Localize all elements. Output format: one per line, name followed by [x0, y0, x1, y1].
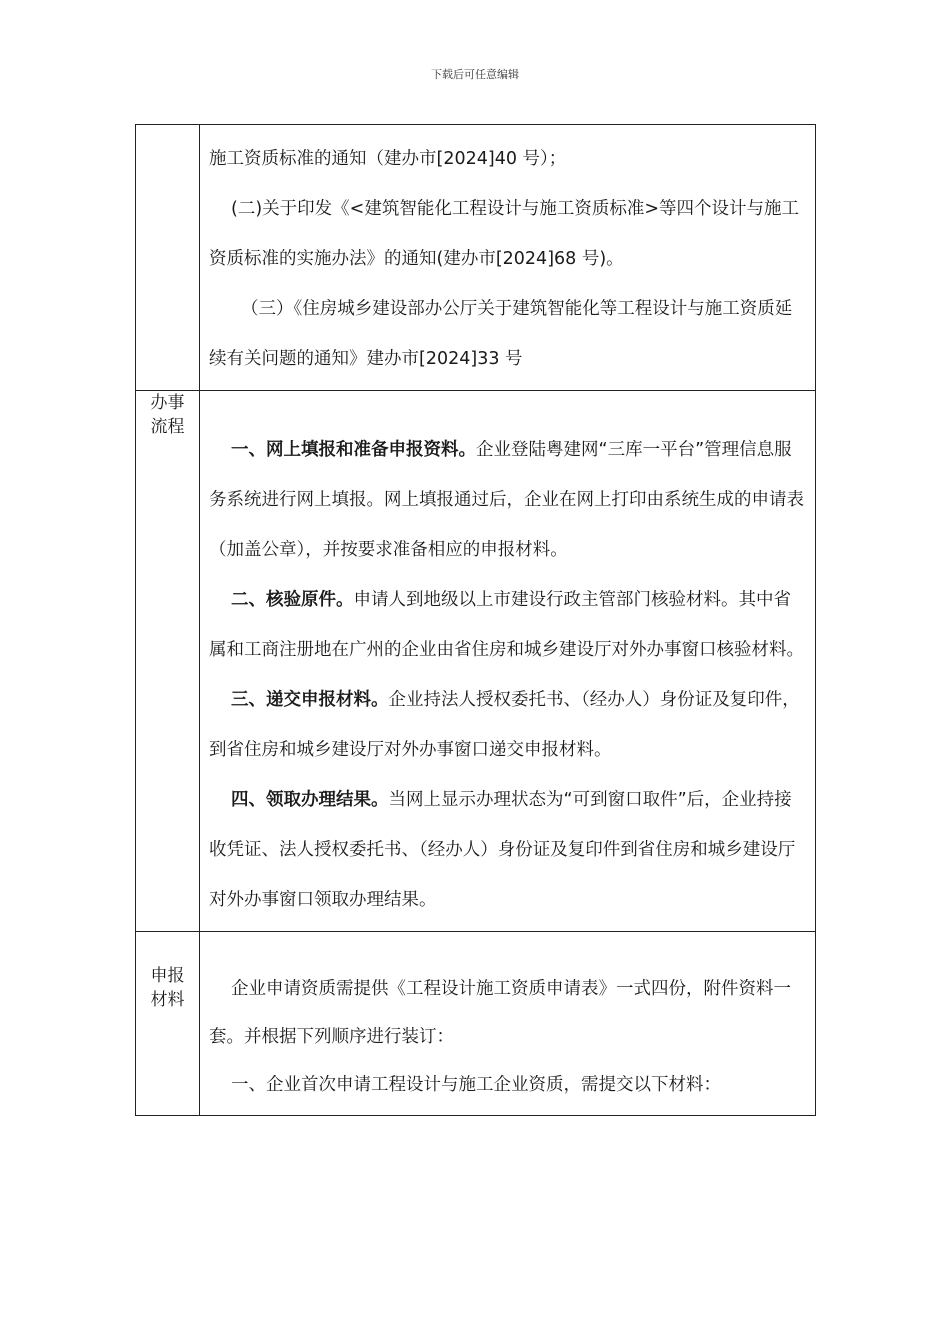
row-label-basis	[136, 125, 200, 391]
row-label-procedure	[136, 391, 200, 932]
table-row-basis	[136, 125, 816, 391]
row-label-materials	[136, 932, 200, 1116]
materials-paragraph-1: 企业申请资质需提供《工程设计施工资质申请表》一式四份，附件资料一套。并根据下列顺序进行装订：	[209, 979, 791, 1047]
procedure-step-4-heading: 四、领取办理结果。	[231, 790, 389, 810]
procedure-step-2	[209, 575, 807, 675]
procedure-step-2-text: 申请人到地级以上市建设行政主管部门核验材料。其中省属和工商注册地在广州的企业由省住房和城乡建设厅对外办事窗口核验材料。	[209, 590, 804, 660]
basis-paragraph-3: （三）《住房城乡建设部办公厅关于建筑智能化等工程设计与施工资质延续有关问题的通知》建办市[2024]33 号	[209, 299, 793, 369]
materials-paragraph-2: 一、企业首次申请工程设计与施工企业资质，需提交以下材料：	[231, 1075, 721, 1095]
procedure-step-3	[209, 675, 807, 775]
page-watermark: 下载后可任意编辑	[431, 68, 519, 81]
table-row-materials	[136, 932, 816, 1116]
procedure-step-1	[209, 425, 807, 575]
row-content-materials	[200, 932, 816, 1116]
basis-paragraph-2: (二)关于印发《<建筑智能化工程设计与施工资质标准>等四个设计与施工资质标准的实施办法》的通知(建办市[2024]68 号)。	[209, 199, 799, 269]
procedure-step-1-text: 企业登陆粤建网“三库一平台”管理信息服务系统进行网上填报。网上填报通过后，企业在网上打印由系统生成的申请表（加盖公章），并按要求准备相应的申报材料。	[209, 440, 804, 560]
procedure-step-2-heading: 二、核验原件。	[231, 590, 354, 610]
procedure-step-3-text: 企业持法人授权委托书、（经办人）身份证及复印件，到省住房和城乡建设厅对外办事窗口递交申报材料。	[209, 690, 800, 760]
procedure-label: 办事流程	[150, 393, 185, 437]
procedure-step-3-heading: 三、递交申报材料。	[231, 690, 389, 710]
document-table	[135, 124, 816, 1116]
materials-label: 申报材料	[150, 966, 185, 1010]
procedure-step-4-text: 当网上显示办理状态为“可到窗口取件”后，企业持接收凭证、法人授权委托书、（经办人）身份证及复印件到省住房和城乡建设厅对外办事窗口领取办理结果。	[209, 790, 796, 910]
table-row-procedure	[136, 391, 816, 932]
basis-paragraph-1: 施工资质标准的通知（建办市[2024]40 号）；	[209, 149, 567, 169]
row-content-procedure	[200, 391, 816, 932]
procedure-step-1-heading: 一、网上填报和准备申报资料。	[231, 440, 476, 460]
procedure-step-4	[209, 775, 807, 925]
row-content-basis	[200, 125, 816, 391]
